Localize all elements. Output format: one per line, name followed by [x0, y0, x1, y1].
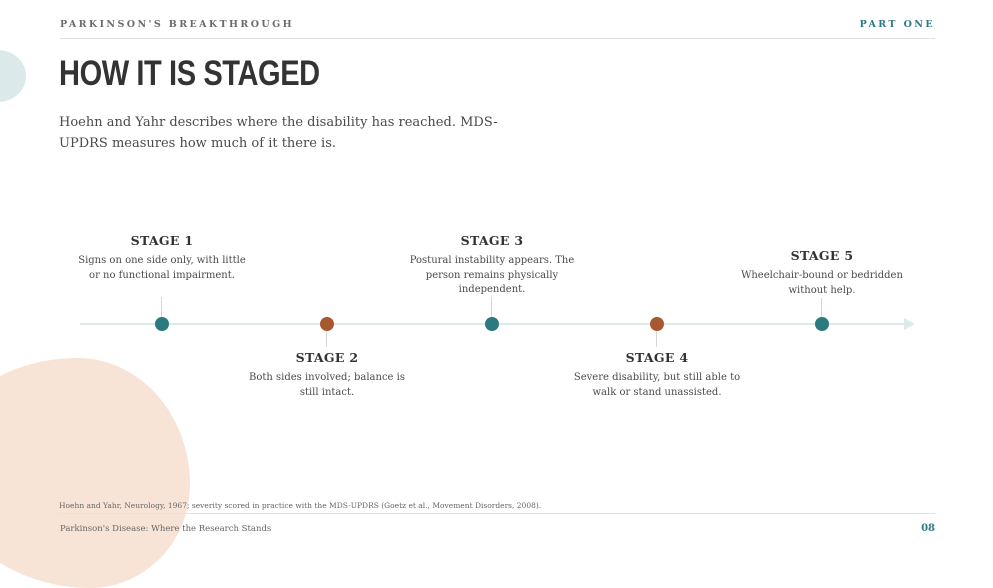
- page-header: [60, 18, 935, 39]
- stage-3-block: [407, 233, 577, 298]
- stage-4-block: [572, 350, 742, 400]
- stage-4-title: STAGE 4: [625, 350, 689, 365]
- brand-label: PARKINSON'S BREAKTHROUGH: [60, 19, 294, 30]
- page-footer: [60, 513, 935, 538]
- stage-4-description: Severe disability, but still able to walk or stand unassisted.: [573, 372, 741, 398]
- section-label: PART ONE: [859, 19, 935, 30]
- page-title: HOW IT IS STAGED: [59, 54, 320, 93]
- stage-5-description: Wheelchair-bound or bedridden without help.: [741, 270, 903, 296]
- stage-3-title: STAGE 3: [460, 233, 524, 248]
- stage-1-connector: [161, 297, 162, 317]
- stage-3-dot: [485, 317, 499, 331]
- stage-4-dot: [650, 317, 664, 331]
- stage-2-dot: [320, 317, 334, 331]
- stage-5-dot: [815, 317, 829, 331]
- decorative-blob-bottom: [0, 358, 190, 588]
- stage-5-connector: [821, 298, 822, 317]
- stage-2-description: Both sides involved; balance is still intact.: [249, 372, 405, 398]
- stage-2-connector: [326, 331, 327, 347]
- timeline-arrow-icon: [904, 318, 915, 330]
- source-citation: Hoehn and Yahr, Neurology, 1967; severity scored in practice with the MDS-UPDRS (Goetz et al., Movement Disorders, 2008).: [59, 501, 542, 510]
- stage-1-block: [77, 233, 247, 283]
- stage-5-block: [737, 248, 907, 298]
- stage-1-description: Signs on one side only, with little or no functional impairment.: [78, 255, 246, 281]
- stage-2-title: STAGE 2: [295, 350, 359, 365]
- stage-1-title: STAGE 1: [130, 233, 194, 248]
- decorative-blob-top: [0, 50, 26, 102]
- stage-4-connector: [656, 331, 657, 347]
- stage-3-connector: [491, 297, 492, 317]
- lead-paragraph: Hoehn and Yahr describes where the disability has reached. MDS-UPDRS measures how much of it there is.: [59, 115, 498, 151]
- page-number: 08: [921, 523, 935, 534]
- stage-5-title: STAGE 5: [790, 248, 854, 263]
- stage-1-dot: [155, 317, 169, 331]
- footer-title: Parkinson's Disease: Where the Research Stands: [60, 524, 272, 534]
- stage-3-description: Postural instability appears. The person remains physically independent.: [409, 255, 575, 295]
- stage-2-block: [242, 350, 412, 400]
